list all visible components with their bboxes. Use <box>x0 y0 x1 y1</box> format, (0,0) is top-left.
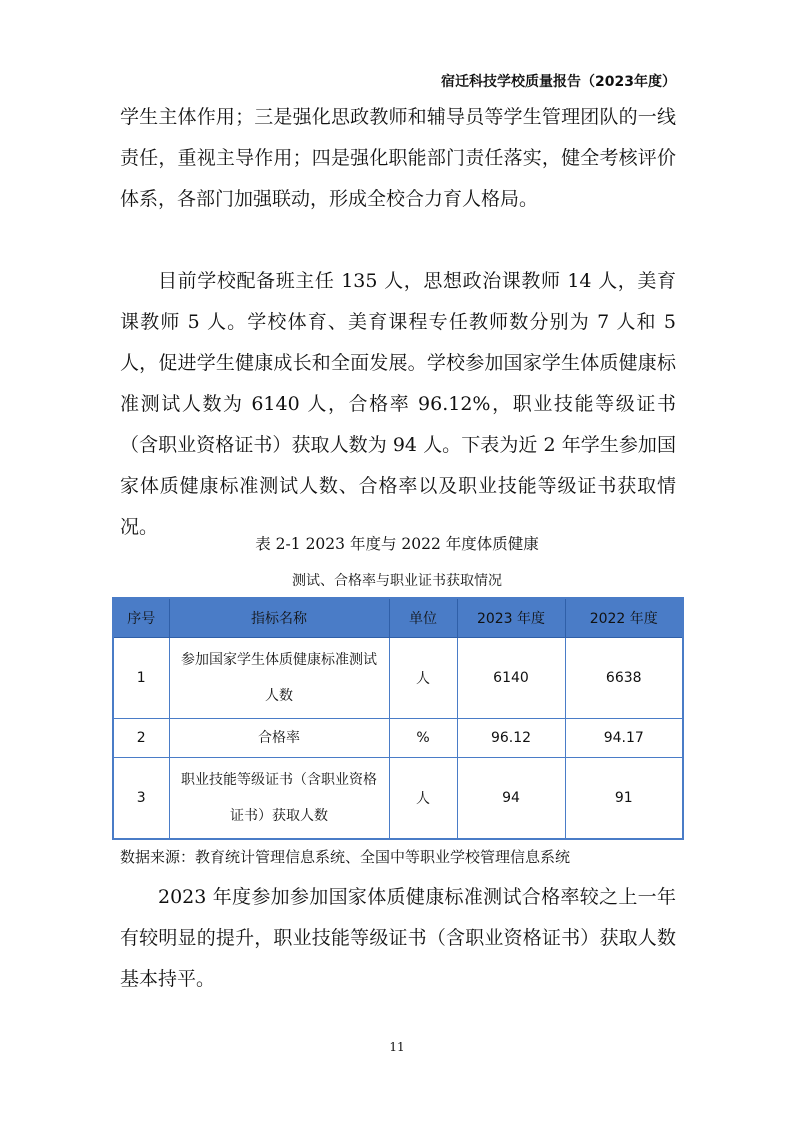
paragraph-3: 2023 年度参加参加国家体质健康标准测试合格率较之上一年有较明显的提升，职业技能等级证书（含职业资格证书）获取人数基本持平。 <box>120 886 676 990</box>
cell-2022: 91 <box>565 758 683 840</box>
cell-no: 3 <box>113 758 169 840</box>
cell-no: 1 <box>113 638 169 719</box>
paragraph-2: 目前学校配备班主任 135 人，思想政治课教师 14 人，美育课教师 5 人。学校体育、美育课程专任教师数分别为 7 人和 5 人，促进学生健康成长和全面发展。学校参加国家学生体质健康标准测试人数为 6140 人，合格率 96.12%，职业技能等级证书（含职业资格证书）获取人数为 94 人。下表为近 2 年学生参加国家体质健康标准测试人数、合格率以及职业技能等级证书获取情况。 <box>120 270 676 538</box>
cell-unit: 人 <box>389 758 457 840</box>
table-caption-line1: 表 2-1 2023 年度与 2022 年度体质健康 <box>255 535 539 553</box>
cell-2023: 96.12 <box>457 719 565 758</box>
cell-2023: 6140 <box>457 638 565 719</box>
cell-no: 2 <box>113 719 169 758</box>
table-row <box>113 719 683 758</box>
report-header: 宿迁科技学校质量报告（2023年度） <box>441 74 676 90</box>
header-no: 序号 <box>113 598 169 638</box>
cell-2023: 94 <box>457 758 565 840</box>
paragraph-1: 学生主体作用；三是强化思政教师和辅导员等学生管理团队的一线责任，重视主导作用；四是强化职能部门责任落实，健全考核评价体系，各部门加强联动，形成全校合力育人格局。 <box>120 106 676 210</box>
cell-name: 职业技能等级证书（含职业资格证书）获取人数 <box>169 758 389 840</box>
data-source-note: 数据来源：教育统计管理信息系统、全国中等职业学校管理信息系统 <box>120 848 571 866</box>
table-header-row <box>113 598 683 638</box>
cell-unit: 人 <box>389 638 457 719</box>
table-caption-line2: 测试、合格率与职业证书获取情况 <box>292 573 502 589</box>
header-2023: 2023 年度 <box>457 598 565 638</box>
cell-unit: % <box>389 719 457 758</box>
table-row <box>113 638 683 719</box>
cell-name: 参加国家学生体质健康标准测试人数 <box>169 638 389 719</box>
data-table <box>112 597 684 840</box>
table-row <box>113 758 683 840</box>
page-number: 11 <box>389 1040 405 1054</box>
header-2022: 2022 年度 <box>565 598 683 638</box>
header-unit: 单位 <box>389 598 457 638</box>
cell-2022: 94.17 <box>565 719 683 758</box>
header-name: 指标名称 <box>169 598 389 638</box>
cell-2022: 6638 <box>565 638 683 719</box>
cell-name: 合格率 <box>169 719 389 758</box>
